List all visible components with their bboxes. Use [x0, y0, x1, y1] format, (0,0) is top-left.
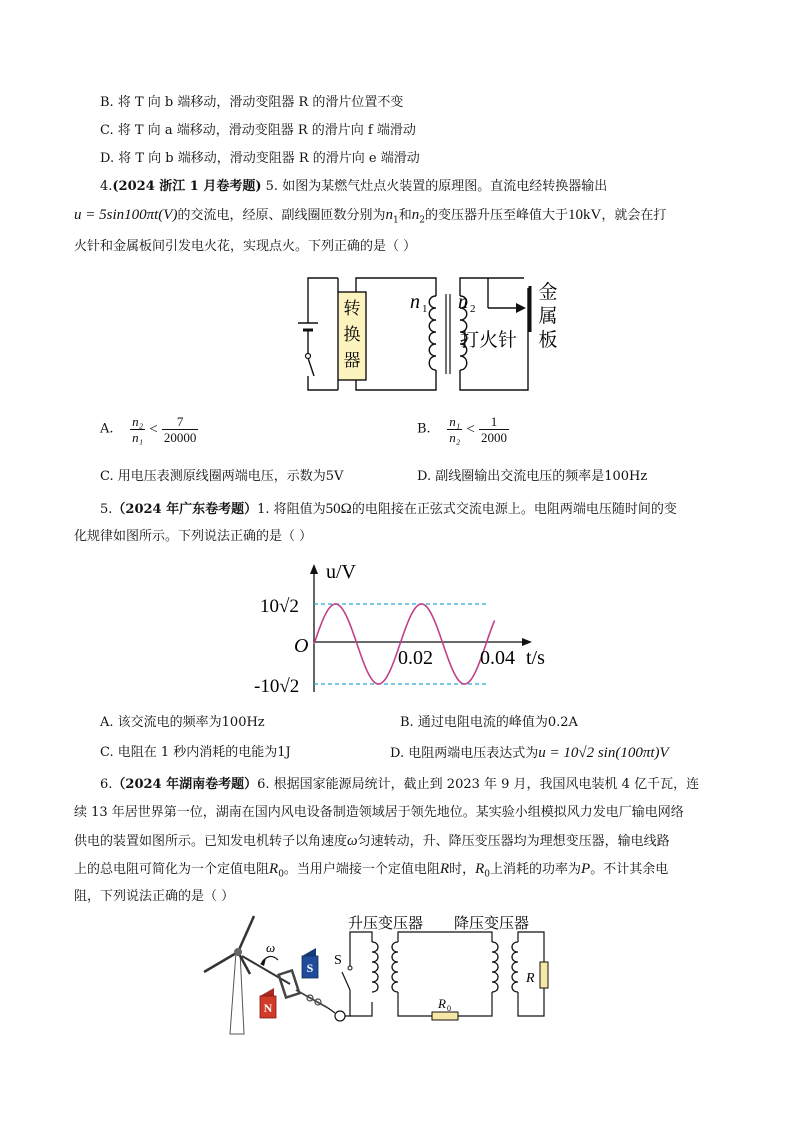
q6-line-1: 6. 根据国家能源局统计，截止到 2023 年 9 月，我国风电装机 4 亿千瓦，连 — [257, 777, 700, 792]
step-down-label: 降压变压器 — [454, 916, 530, 932]
q4-formula: u = 5sin100πt(V) — [74, 207, 178, 223]
rotation-arrow — [260, 958, 266, 966]
x-axis-label: t/s — [526, 647, 545, 669]
q4-option-a-label: A. — [100, 421, 114, 437]
converter-char-2: 换 — [343, 325, 361, 344]
turbine-blade-2 — [204, 952, 238, 972]
q5-number: 5. — [100, 502, 113, 517]
q4-a-rhs-den: 20000 — [163, 430, 197, 445]
primary-coil — [429, 296, 436, 370]
q6-source: （2024 年湖南卷考题） — [112, 777, 258, 792]
origin-label: O — [294, 635, 309, 657]
needle-label: 打火针 — [460, 330, 518, 351]
q6-r0-sub-b: 0 — [484, 869, 491, 880]
ammeter-icon — [335, 1011, 345, 1021]
converter-char-3: 器 — [343, 351, 361, 370]
q4-option-c: C. 用电压表测原线圈两端电压，示数为5V — [100, 469, 344, 484]
q6-line-3b: 匀速转动，升、降压变压器均为理想变压器，输电线路 — [357, 834, 670, 849]
q4-stem-line-2 — [74, 206, 666, 230]
converter-char-1: 转 — [343, 299, 361, 318]
q5-stem-line-2: 化规律如图所示。下列说法正确的是（ ） — [74, 529, 313, 544]
q4-n2-sub: 2 — [419, 215, 425, 226]
resistor-r0 — [432, 1012, 458, 1020]
q6-stem-line-5: 阻，下列说法正确的是（ ） — [74, 889, 235, 904]
q6-stem-line-3 — [74, 832, 670, 851]
q4-and: 和 — [398, 208, 412, 223]
q4-stem-2a: 的交流电，经原、副线圈匝数分别为 — [177, 208, 386, 223]
step-down-secondary-coil — [512, 942, 518, 992]
switch-contact — [306, 354, 311, 359]
q6-line-4a: 上的总电阻可简化为一个定值电阻 — [74, 862, 270, 877]
q6-stem-line-2: 续 13 年居世界第一位，湖南在国内风电设备制造领域居于领先地位。某实验小组模拟风力发电厂输电网络 — [74, 805, 684, 820]
turbine-blade-1 — [238, 916, 254, 952]
voltage-sine-curve — [314, 604, 495, 684]
q6-r0-sub: 0 — [278, 869, 284, 880]
q4-option-b-label: B. — [417, 421, 431, 437]
q3-option-c: C. 将 T 向 a 端移动，滑动变阻器 R 的滑片向 f 端滑动 — [100, 123, 416, 138]
q6-line-4e: 。不计其余电 — [590, 862, 669, 877]
switch-label: S — [334, 953, 342, 968]
q3-option-b: B. 将 T 向 b 端移动，滑动变阻器 R 的滑片位置不变 — [100, 95, 404, 110]
magnet-n-label: N — [263, 1001, 273, 1015]
y-peak-negative-label: -10√2 — [254, 676, 300, 697]
turbine-tower — [230, 952, 244, 1034]
q5-stem-1a: 1. 将阻值为 — [257, 502, 326, 517]
q5-source: （2024 年广东卷考题） — [112, 502, 258, 517]
q4-stem-1: 5. 如图为某燃气灶点火装置的原理图。直流电经转换器输出 — [265, 179, 608, 194]
turbine-hub — [234, 948, 242, 956]
q6-r0-b: R — [475, 861, 485, 877]
q6-wind-power-transmission-diagram — [200, 912, 560, 1036]
q6-r: R — [439, 861, 450, 877]
q5-option-b: B. 通过电阻电流的峰值为0.2A — [400, 715, 578, 730]
q5-option-d — [390, 744, 669, 763]
plate-char-3: 板 — [538, 330, 558, 351]
switch-contact — [348, 966, 352, 970]
q4-b-lhs-den: n₂ — [449, 430, 461, 445]
q4-option-d: D. 副线圈输出交流电压的频率是100Hz — [417, 469, 648, 484]
q4-option-a: A. $\frac{\text{n₂}}{\text{n₁}}$ < $\frac{7}{20000}$ — [100, 414, 197, 445]
step-down-primary-coil — [492, 942, 498, 992]
q4-stem-2c: ，就会在打 — [601, 208, 667, 223]
q4-n1: n — [385, 207, 393, 223]
plate-char-2: 属 — [538, 306, 558, 327]
q3-option-d: D. 将 T 向 b 端移动，滑动变阻器 R 的滑片向 e 端滑动 — [100, 151, 420, 166]
switch-blade — [342, 972, 350, 990]
plate-char-1: 金 — [538, 282, 558, 303]
q4-stem-line-1 — [100, 178, 607, 196]
magnet-s-label: S — [306, 961, 314, 975]
q6-stem-line-4 — [74, 860, 668, 884]
step-up-secondary-coil — [392, 942, 398, 992]
step-up-label: 升压变压器 — [348, 916, 424, 932]
q5-voltage-time-graph — [250, 560, 560, 700]
x-tick-label-2: 0.04 — [480, 647, 515, 669]
q4-b-lhs-num: n₁ — [449, 414, 461, 429]
q4-stem-line-3: 火针和金属板间引发电火花，实现点火。下列正确的是（ ） — [74, 239, 417, 254]
step-up-primary-coil — [372, 942, 378, 992]
q5-option-d-formula: u = 10√2 sin(100πt)V — [538, 745, 669, 761]
x-axis-arrow — [522, 638, 532, 646]
q4-kv: 10kV — [567, 207, 602, 223]
r0-label: R — [438, 996, 446, 1011]
q6-line-4c: 时， — [449, 862, 476, 877]
q4-b-rhs-num: 1 — [479, 414, 509, 430]
q4-ignition-circuit-diagram — [290, 268, 580, 400]
q5-option-c: C. 电阻在 1 秒内消耗的电能为1J — [100, 745, 291, 760]
rotor-axle — [296, 990, 328, 1008]
q4-n1-sub: 1 — [392, 215, 399, 226]
q6-number: 6. — [100, 777, 113, 792]
resistor-r — [540, 962, 548, 988]
n1-sub: 1 — [422, 303, 428, 315]
y-axis-label: u/V — [326, 561, 356, 583]
q4-b-rhs-den: 2000 — [481, 430, 507, 445]
r-label: R — [526, 971, 535, 986]
y-axis-arrow — [310, 564, 318, 574]
q4-option-b: B. $\frac{\text{n₁}}{\text{n₂}}$ < $\frac{1}{2000}$ — [417, 414, 507, 445]
q6-stem-line-1 — [100, 776, 699, 794]
q4-a-lhs-den: n₁ — [132, 430, 144, 445]
q4-source: (2024 浙江 1 月卷考题) — [112, 179, 262, 194]
n1-label: n — [410, 291, 420, 313]
switch-blade — [308, 358, 314, 376]
q4-number: 4. — [100, 179, 113, 194]
y-peak-positive-label: 10√2 — [260, 596, 299, 617]
q6-omega: ω — [347, 833, 358, 849]
q5-resistance: 50Ω — [325, 501, 352, 517]
q6-line-4d: 上消耗的功率为 — [490, 862, 582, 877]
q5-stem-line-1 — [100, 500, 677, 519]
n2-label: n — [458, 291, 468, 313]
omega-label: ω — [266, 940, 276, 955]
q6-p: P — [581, 861, 591, 877]
q6-line-3a: 供电的装置如图所示。已知发电机转子以角速度 — [74, 834, 348, 849]
q4-n2: n — [411, 207, 420, 223]
x-tick-label-1: 0.02 — [398, 647, 433, 669]
r0-sub: 0 — [447, 1004, 451, 1013]
q6-line-4b: 。当用户端接一个定值电阻 — [283, 862, 440, 877]
q4-a-lhs-num: n₂ — [132, 414, 144, 429]
n2-sub: 2 — [470, 303, 476, 315]
q5-stem-1b: 的电阻接在正弦式交流电源上。电阻两端电压随时间的变 — [351, 502, 677, 517]
q6-r0: R — [269, 861, 279, 877]
q4-a-rhs-num: 7 — [162, 414, 199, 430]
q5-option-d-text: D. 电阻两端电压表达式为 — [390, 746, 539, 761]
q4-stem-2b: 的变压器升压至峰值大于 — [424, 208, 568, 223]
needle-tip — [516, 303, 526, 313]
q5-option-a: A. 该交流电的频率为100Hz — [100, 715, 265, 730]
